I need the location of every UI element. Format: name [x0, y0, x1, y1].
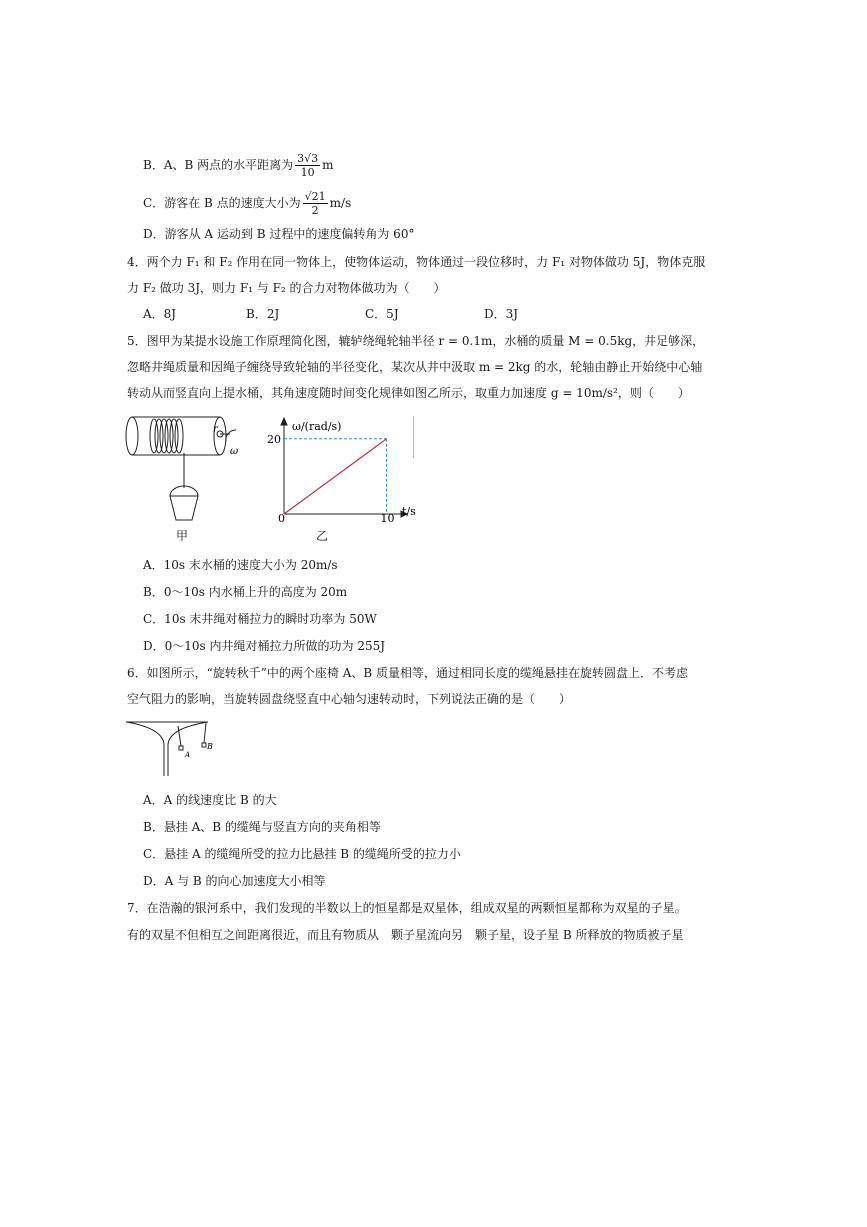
- windlass-figure: [122, 410, 257, 538]
- q5-option-d: D．0～10s 内井绳对桶拉力所做的功为 255J: [143, 639, 386, 653]
- q5-stem-line2: 忽略井绳质量和因绳子缠绕导致轮轴的半径变化，某次从井中汲取 m = 2kg 的水，轮轴由静止开始绕中心轴: [127, 360, 703, 374]
- q4-option-c: C．5J: [365, 307, 399, 321]
- q6-option-d: D．A 与 B 的向心加速度大小相等: [143, 874, 326, 888]
- q4-option-d: D．3J: [484, 307, 519, 321]
- omega-label: ω: [230, 446, 239, 457]
- q5-option-b: B．0～10s 内水桶上升的高度为 20m: [143, 585, 348, 599]
- x-axis-label: t/s: [402, 505, 416, 518]
- q6-stem-line2: 空气阻力的影响，当旋转圆盘绕竖直中心轴匀速转动时，下列说法正确的是（ ）: [127, 692, 572, 706]
- q5-stem-line3: 转动从而竖直向上提水桶，其角速度随时间变化规律如图乙所示，取重力加速度 g = 10m/s²，则（ ）: [127, 386, 690, 400]
- q6-stem-line1: 6．如图所示，“旋转秋千”中的两个座椅 A、B 质量相等，通过相同长度的缆绳悬挂在旋转圆盘上．不考虑: [127, 666, 689, 680]
- divider: [413, 416, 414, 458]
- q5-stem-line1: 5．图甲为某提水设施工作原理简化图，辘轳绕绳轮轴半径 r = 0.1m，水桶的质量 M = 0.5kg，井足够深，: [127, 334, 705, 348]
- origin-label: 0: [278, 512, 285, 524]
- y-axis-arrow: [281, 418, 287, 425]
- q4-option-a: A．8J: [143, 307, 177, 321]
- seat-b-label: B: [207, 742, 213, 751]
- q4-stem-line1: 4．两个力 F₁ 和 F₂ 作用在同一物体上，使物体运动，物体通过一段位移时，力 F₁ 对物体做功 5J，物体克服: [127, 255, 706, 269]
- q7-line2: 有的双星不但相互之间距离很近，而且有物质从 颗子星流向另 颗子星，设子星 B 所释放的物质被子星: [127, 928, 684, 942]
- series-line: [284, 439, 387, 514]
- figure-yi-label: 乙: [316, 529, 329, 543]
- radius-label: r: [213, 424, 218, 435]
- q5-option-a: A．10s 末水桶的速度大小为 20m/s: [143, 558, 338, 572]
- seat-a-label: A: [185, 751, 191, 759]
- q6-option-c: C．悬挂 A 的缆绳所受的拉力比悬挂 B 的缆绳所受的拉力小: [143, 847, 461, 861]
- q3-option-c: C．游客在 B 点的速度大小为 $\frac{√21}{2}$ m/s: [143, 190, 352, 217]
- q6-option-a: A．A 的线速度比 B 的大: [143, 793, 277, 807]
- q4-stem-line2: 力 F₂ 做功 3J，则力 F₁ 与 F₂ 的合力对物体做功为（ ）: [127, 281, 446, 295]
- q3-option-b: B．A、B 两点的水平距离为 $\frac{3√3}{10}$ m: [143, 152, 334, 179]
- y-tick-label: 20: [267, 432, 281, 446]
- fraction: $\frac{√21}{2}$: [304, 190, 326, 217]
- x-tick-label: 10: [380, 512, 395, 524]
- figure-jia-label: 甲: [176, 529, 189, 543]
- q5-option-c: C．10s 末井绳对桶拉力的瞬时功率为 50W: [143, 612, 377, 626]
- rotating-swing-figure: [124, 716, 220, 780]
- y-axis-label: ω/(rad/s): [292, 420, 342, 433]
- q6-option-b: B．悬挂 A、B 的缆绳与竖直方向的夹角相等: [143, 820, 381, 834]
- fraction: $\frac{3√3}{10}$: [297, 152, 319, 179]
- q3-option-d: D．游客从 A 运动到 B 过程中的速度偏转角为 60°: [143, 227, 415, 241]
- q7-line1: 7．在浩瀚的银河系中，我们发现的半数以上的恒星都是双星体，组成双星的两颗恒星都称为双星的子星。: [127, 901, 687, 915]
- q4-option-b: B．2J: [246, 307, 280, 321]
- omega-time-graph: [262, 414, 422, 524]
